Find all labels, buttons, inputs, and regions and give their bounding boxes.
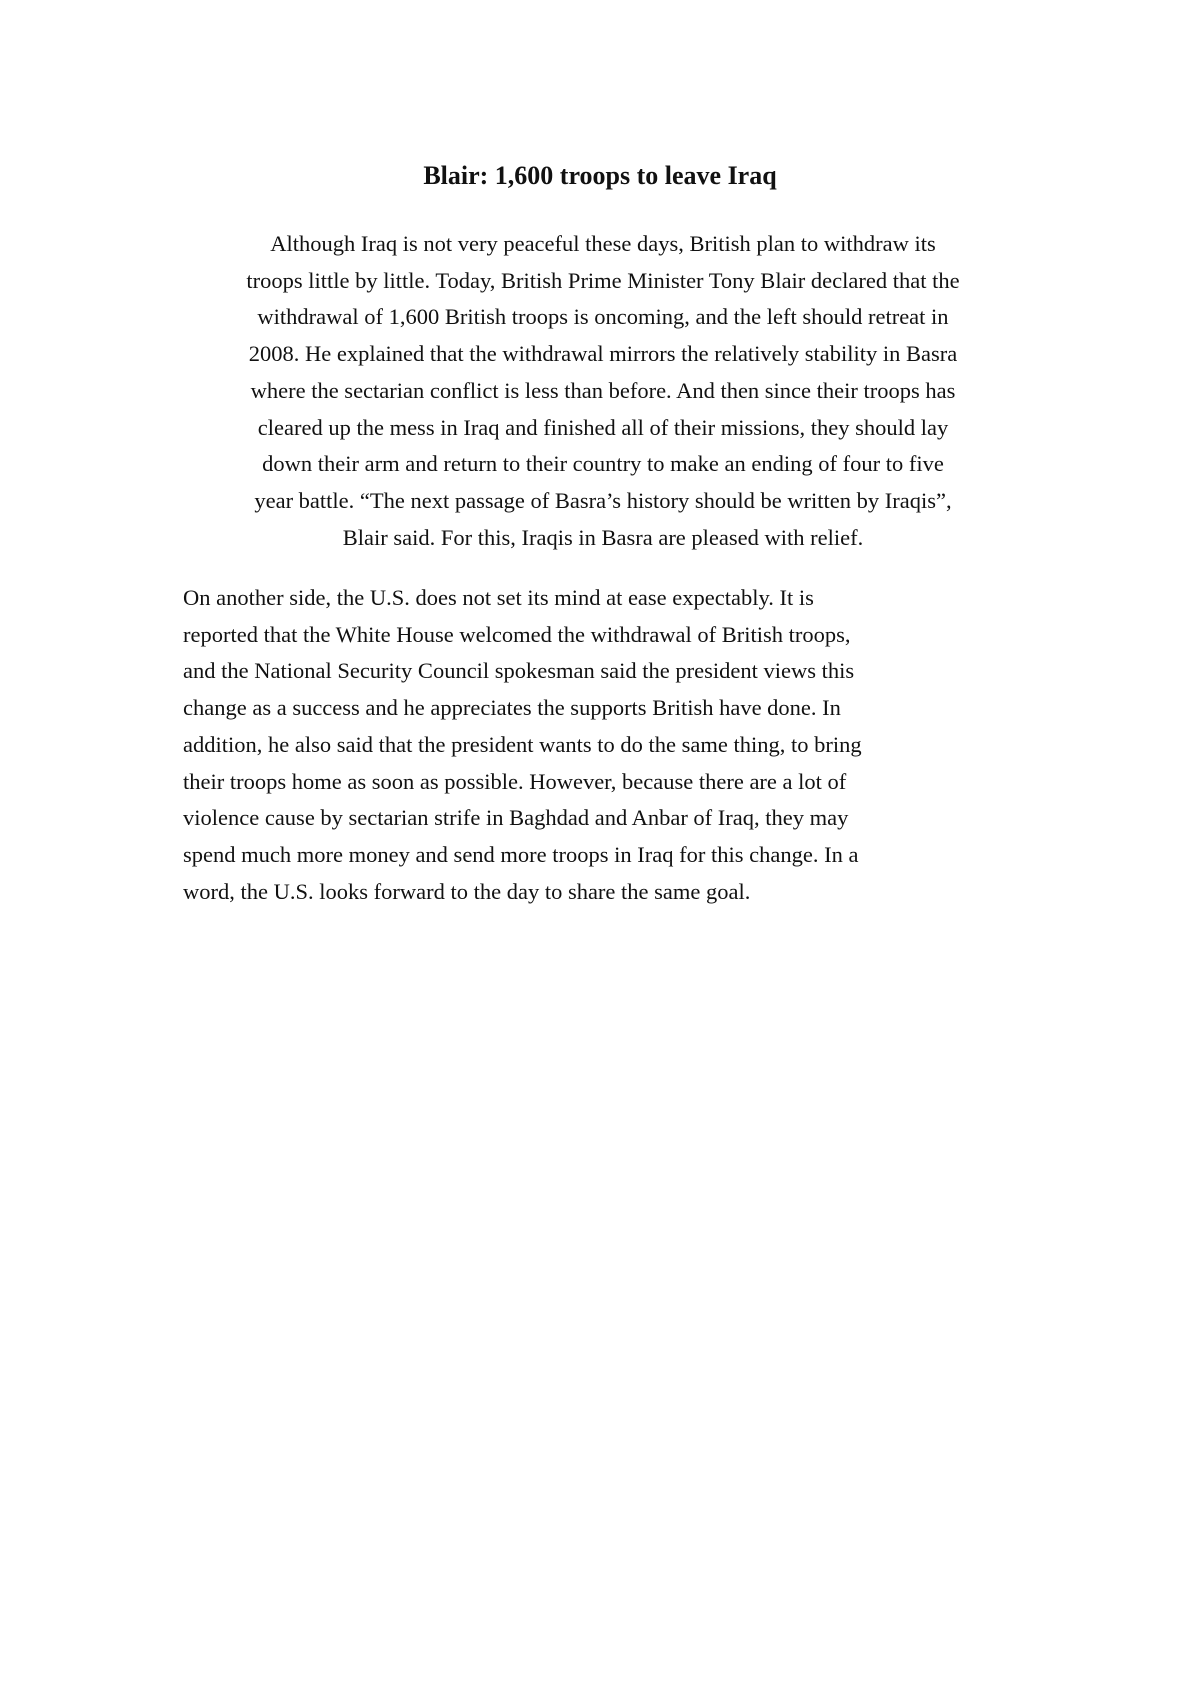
paragraph-2-line: spend much more money and send more troops in Iraq for this change. In a bbox=[183, 841, 859, 867]
paragraph-2-line: word, the U.S. looks forward to the day to share the same goal. bbox=[183, 878, 751, 904]
paragraph-1-line: Although Iraq is not very peaceful these days, British plan to withdraw its bbox=[270, 231, 936, 256]
paragraph-2-line: and the National Security Council spokesman said the president views this bbox=[183, 658, 855, 684]
paragraph-1-line: cleared up the mess in Iraq and finished all of their missions, they should lay bbox=[257, 414, 949, 440]
paragraph-1-line: Blair said. For this, Iraqis in Basra are pleased with relief. bbox=[342, 524, 864, 550]
paragraph-2-line: On another side, the U.S. does not set its mind at ease expectably. It is bbox=[183, 585, 814, 610]
paragraph-1-line: troops little by little. Today, British Prime Minister Tony Blair declared that the bbox=[246, 267, 960, 293]
paragraph-1-line: down their arm and return to their country to make an ending of four to five bbox=[262, 451, 944, 477]
paragraph-2-line: addition, he also said that the president wants to do the same thing, to bring bbox=[183, 731, 862, 757]
paragraph-1-line: where the sectarian conflict is less than before. And then since their troops has bbox=[250, 377, 956, 403]
paragraph-2-line: reported that the White House welcomed the withdrawal of British troops, bbox=[183, 621, 851, 647]
paragraph-2-line: their troops home as soon as possible. However, because there are a lot of bbox=[183, 768, 847, 794]
paragraph-1-line: withdrawal of 1,600 British troops is oncoming, and the left should retreat in bbox=[257, 304, 949, 330]
article-title: Blair: 1,600 troops to leave Iraq bbox=[423, 161, 777, 190]
article-paragraph-2 bbox=[183, 580, 1023, 910]
paragraph-1-line: year battle. “The next passage of Basra’s history should be written by Iraqis”, bbox=[254, 487, 952, 513]
paragraph-2-line: change as a success and he appreciates the supports British have done. In bbox=[183, 695, 841, 721]
paragraph-2-line: violence cause by sectarian strife in Baghdad and Anbar of Iraq, they may bbox=[183, 805, 849, 831]
article-paragraph-1 bbox=[183, 226, 1023, 556]
paragraph-1-line: 2008. He explained that the withdrawal mirrors the relatively stability in Basra bbox=[248, 341, 958, 367]
